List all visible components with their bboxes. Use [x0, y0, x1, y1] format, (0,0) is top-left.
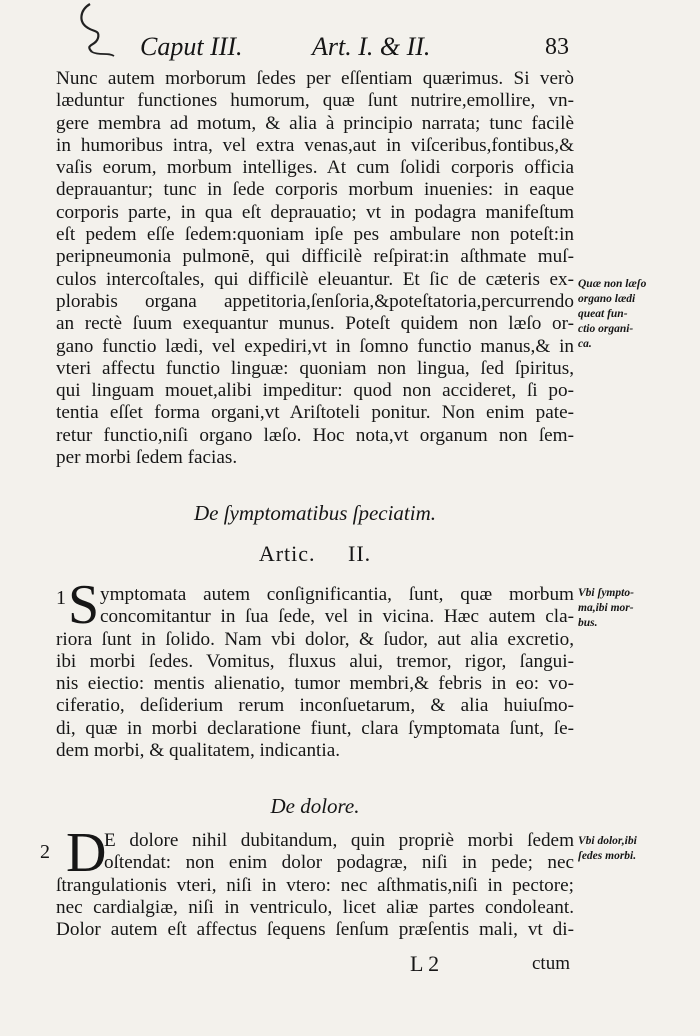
text-line: culos intercoſtales, qui difficilè eleuantur. Et ſic de cæteris ex- [56, 268, 574, 290]
text-line: ymptomata autem conſignificantia, ſunt, quæ morbum [100, 584, 574, 605]
text-line: eſt pedem eſſe ſedem:quoniam ipſe pes ambulare non poteſt:in [56, 224, 574, 246]
text-line: corporis parte, in qua eſt deprauatio; vt in podagra manifeſtum [56, 201, 574, 223]
marginal-note-1 [578, 277, 688, 352]
running-head [140, 30, 570, 64]
paragraph-block-1 [56, 68, 574, 469]
paragraph-block-2 [56, 584, 574, 762]
marginal-note-2 [578, 586, 688, 631]
paragraph-block-3 [56, 822, 574, 941]
marginal-note-line: organo lædi [578, 293, 636, 305]
text-line: oſtendat: non enim dolor podagræ, niſi in pede; nec [104, 852, 574, 874]
marginal-note-line: ma,ibi mor- [578, 602, 634, 614]
article-numeral: II. [348, 541, 372, 566]
running-head-article: Art. I. & II. [312, 32, 431, 61]
text-line: plorabis organa appetitoria,ſenſoria,&poteſtatoria,percurrendo [56, 290, 574, 312]
marginal-note-line: Vbi ſympto- [578, 587, 634, 599]
page-number: 83 [545, 34, 569, 60]
marginal-note-3 [578, 834, 688, 864]
text-line: qui linguam mouet,alibi impeditur: quod non accideret, ſi po- [56, 380, 574, 402]
marginal-note-line: bus. [578, 617, 598, 629]
text-line: vteri affectu functio linguæ: quoniam non lingua, ſed ſpiritus, [56, 357, 574, 379]
text-line: ſtrangulationis vteri, niſi in vtero: nec aſthmatis,niſi in pectore; [56, 874, 574, 896]
running-head-chapter: Caput III. [140, 32, 243, 61]
marginal-note-line: ca. [578, 338, 592, 350]
text-line: tentia eſſet forma organi,vt Ariſtoteli ponitur. Non enim pate- [56, 402, 574, 424]
text-line: ciferatio, deſiderium rerum inconſuetarum, & alia huiuſmo- [56, 695, 574, 717]
text-line: nec cardialgiæ, niſi in ventriculo, licet aliæ partes condoleant. [56, 896, 574, 918]
page-footer [410, 952, 570, 976]
marginal-note-line: ctio organi- [578, 323, 634, 335]
marginal-note-line: queat fun- [578, 308, 628, 320]
drop-cap-d: D [66, 822, 107, 884]
marginal-note-line: Quæ non læſo [578, 278, 647, 290]
article-word: Artic. [258, 541, 316, 566]
text-line: deprauantur; tunc in ſede corporis morbum inuenies: in eaque [56, 179, 574, 201]
text-line: Nunc autem morborum ſedes per eſſentiam quærimus. Si verò [56, 68, 574, 89]
section-number-1: 1 [56, 587, 66, 609]
text-line: peripneumonia pulmonē, qui difficilè reſpirat:in aſthmate muſ- [56, 246, 574, 268]
article-heading [56, 542, 574, 567]
text-line: Dolor autem eſt affectus ſequens ſenſum præſentis mali, vt di- [56, 919, 574, 941]
section-heading-symptomatibus: De ſymptomatibus ſpeciatim. [193, 501, 437, 525]
ink-scribble-mark [70, 0, 120, 60]
text-line: retur functio,niſi organo læſo. Hoc nota,vt organum non ſem- [56, 424, 574, 446]
text-line: gere membra ad motum, & alia à principio narrata; tunc facilè [56, 112, 574, 134]
marginal-note-line: ſedes morbi. [578, 850, 637, 862]
text-line: læduntur functiones humorum, quæ ſunt nutrire,emollire, vn- [56, 90, 574, 112]
drop-cap-s: S [68, 574, 100, 636]
signature-mark: L 2 [410, 951, 440, 976]
text-line: gano functio lædi, vel expediri,vt in ſomno functio manus,& in [56, 335, 574, 357]
text-line: dem morbi, & qualitatem, indicantia. [56, 740, 341, 762]
text-line: riora ſunt in ſolido. Nam vbi dolor, & ſudor, aut alia excretio, [56, 628, 574, 650]
text-line: ibi morbi ſedes. Vomitus, fluxus alui, tremor, rigor, ſangui- [56, 650, 574, 672]
marginal-note-line: Vbi dolor,ibi [578, 835, 637, 847]
text-line: vaſis eorum, morbum intelliges. At cum ſolidi corporis officia [56, 157, 574, 179]
catchword: ctum [532, 953, 570, 974]
section-number-2: 2 [40, 841, 50, 863]
text-line: per morbi ſedem facias. [56, 447, 238, 469]
text-line: in humoribus intra, vel extra venas,aut in viſceribus,fontibus,& [56, 134, 574, 156]
text-line: concomitantur in ſua ſede, vel in vicina. Hæc autem cla- [100, 606, 574, 628]
text-line: E dolore nihil dubitandum, quin propriè morbi ſedem [104, 830, 574, 851]
text-line: an rectè ſuum exequantur munus. Poteſt quidem non læſo or- [56, 313, 574, 335]
text-line: nis eiectio: mentis alienatio, tumor membri,& febris in eo: vo- [56, 673, 574, 695]
section-heading-dolore: De dolore. [270, 794, 360, 818]
text-line: di, quæ in morbi declaratione fiunt, clara ſymptomata ſunt, ſe- [56, 717, 574, 739]
